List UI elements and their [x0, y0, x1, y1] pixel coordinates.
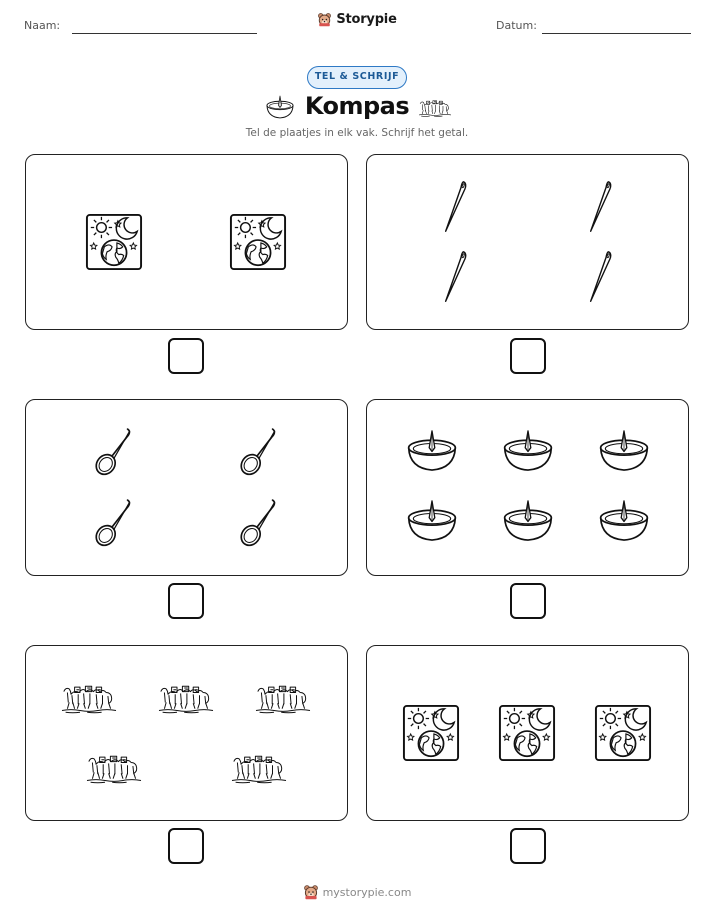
- camel-caravan-icon: [85, 749, 143, 785]
- answer-box-4[interactable]: [510, 583, 546, 619]
- sun-moon-earth-icon: [498, 704, 556, 762]
- spoon-icon: [92, 497, 134, 549]
- answer-box-2[interactable]: [510, 338, 546, 374]
- spoon-icon: [92, 426, 134, 478]
- compass-bowl-icon: [500, 429, 556, 472]
- answer-box-6[interactable]: [510, 828, 546, 864]
- page-title: Kompas: [304, 92, 410, 120]
- camel-caravan-icon: [230, 749, 288, 785]
- sun-moon-earth-icon: [402, 704, 460, 762]
- needle-icon: [586, 179, 614, 235]
- footer: [0, 884, 714, 903]
- storypie-bear-icon: [303, 884, 319, 900]
- date-line[interactable]: [542, 33, 691, 34]
- compass-bowl-icon: [500, 499, 556, 542]
- footer-url[interactable]: mystorypie.com: [322, 885, 412, 899]
- count-panel-5: [25, 645, 348, 821]
- spoon-icon: [237, 497, 279, 549]
- spoon-icon: [237, 426, 279, 478]
- answer-box-5[interactable]: [168, 828, 204, 864]
- camel-caravan-icon: [157, 679, 215, 715]
- compass-bowl-icon: [596, 499, 652, 542]
- name-line[interactable]: [72, 33, 257, 34]
- count-panel-4: [366, 399, 689, 576]
- count-panel-2: [366, 154, 689, 330]
- instructions: Tel de plaatjes in elk vak. Schrijf het getal.: [245, 127, 469, 139]
- brand-name: Storypie: [336, 12, 397, 27]
- activity-badge: TEL & SCHRIJF: [307, 66, 407, 89]
- camel-caravan-icon: [254, 679, 312, 715]
- needle-icon: [586, 249, 614, 305]
- camel-caravan-icon: [418, 96, 452, 118]
- date-label: Datum:: [496, 19, 537, 32]
- compass-bowl-icon: [404, 499, 460, 542]
- sun-moon-earth-icon: [85, 213, 143, 271]
- answer-box-3[interactable]: [168, 583, 204, 619]
- answer-box-1[interactable]: [168, 338, 204, 374]
- compass-bowl-icon: [596, 429, 652, 472]
- brand-logo: [0, 12, 714, 31]
- sun-moon-earth-icon: [594, 704, 652, 762]
- needle-icon: [441, 179, 469, 235]
- count-panel-1: [25, 154, 348, 330]
- storypie-bear-icon: [317, 12, 332, 27]
- needle-icon: [441, 249, 469, 305]
- count-panel-3: [25, 399, 348, 576]
- compass-bowl-icon: [404, 429, 460, 472]
- name-label: Naam:: [24, 19, 61, 32]
- camel-caravan-icon: [60, 679, 118, 715]
- sun-moon-earth-icon: [229, 213, 287, 271]
